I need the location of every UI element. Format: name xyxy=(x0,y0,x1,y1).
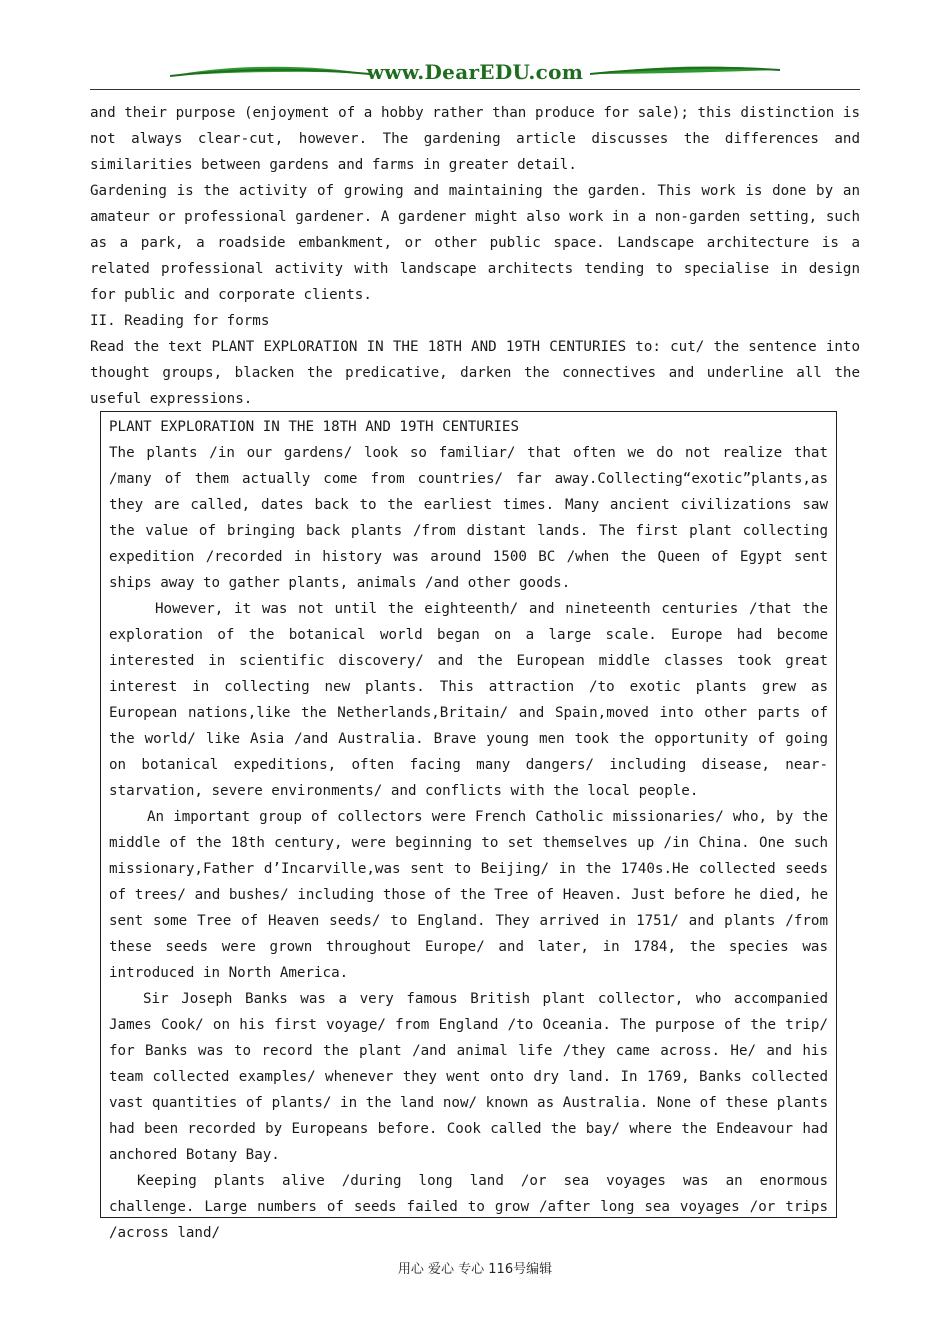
passage-title: PLANT EXPLORATION IN THE 18TH AND 19TH CENTURIES xyxy=(109,419,519,435)
passage-box xyxy=(100,411,837,1241)
passage-paragraph-2: However, it was not until the eighteenth/ and nineteenth centuries /that the exploration of the botanical world began on a large scale. Europe had become interested in scientific discovery/ and the European middle classes took great interest in collecting new plants. This attraction /to exotic plants grew as European nations,like the Netherlands,Britain/ and Spain,moved into other parts of the world/ like Asia /and Australia. Brave young men took the opportunity of going on botanical expeditions, often facing many dangers/ including disease, near-starvation, severe environments/ and conflicts with the local people. xyxy=(109,601,828,799)
intro-paragraph-1: and their purpose (enjoyment of a hobby rather than produce for sale); this distinction is not always clear-cut, however. The gardening article discusses the differences and similarities between gardens and farms in greater detail. xyxy=(90,105,860,173)
passage-paragraph-1: The plants /in our gardens/ look so familiar/ that often we do not realize that /many of them actually come from countries/ far away.Collecting“exotic”plants,as they are called, dates back to the earliest times. Many ancient civilizations saw the value of bringing back plants /from distant lands. The first plant collecting expedition /recorded in history was around 1500 BC /when the Queen of Egypt sent ships away to gather plants, animals /and other goods. xyxy=(109,445,828,591)
passage-paragraph-5: Keeping plants alive /during long land /or sea voyages was an enormous challenge. Large numbers of seeds failed to grow /after long sea voyages /or trips /across land/ xyxy=(109,1173,828,1241)
header-divider xyxy=(90,89,860,90)
instruction-paragraph: Read the text PLANT EXPLORATION IN THE 18TH AND 19TH CENTURIES to: cut/ the sentence into thought groups, blacken the predicative, darken the connectives and underline all the useful expressions. xyxy=(90,339,860,407)
page-header xyxy=(90,58,860,90)
page-footer: 用心 爱心 专心 116号编辑 xyxy=(397,1262,553,1277)
section-heading: II. Reading for forms xyxy=(90,313,270,329)
intro-paragraph-2: Gardening is the activity of growing and maintaining the garden. This work is done by an amateur or professional gardener. A gardener might also work in a non-garden setting, such as a park, a roadside embankment, or other public space. Landscape architecture is a related professional activity with landscape architects tending to specialise in design for public and corporate clients. xyxy=(90,183,860,303)
passage-paragraph-3: An important group of collectors were French Catholic missionaries/ who, by the middle of the 18th century, were beginning to set themselves up /in China. One such missionary,Father d’Incarville,was sent to Beijing/ in the 1740s.He collected seeds of trees/ and bushes/ including those of the Tree of Heaven. Just before he died, he sent some Tree of Heaven seeds/ to England. They arrived in 1751/ and plants /from these seeds were grown throughout Europe/ and later, in 1784, the species was introduced in North America. xyxy=(109,809,828,981)
passage-paragraph-4: Sir Joseph Banks was a very famous British plant collector, who accompanied James Cook/ on his first voyage/ from England /to Oceania. The purpose of the trip/ for Banks was to record the plant /and animal life /they came across. He/ and his team collected examples/ whenever they went onto dry land. In 1769, Banks collected vast quantities of plants/ in the land now/ known as Australia. None of these plants had been recorded by Europeans before. Cook called the bay/ where the Endeavour had anchored Botany Bay. xyxy=(109,991,828,1163)
intro-text xyxy=(90,100,860,412)
site-logo[interactable]: www.DearEDU.com xyxy=(366,60,584,84)
